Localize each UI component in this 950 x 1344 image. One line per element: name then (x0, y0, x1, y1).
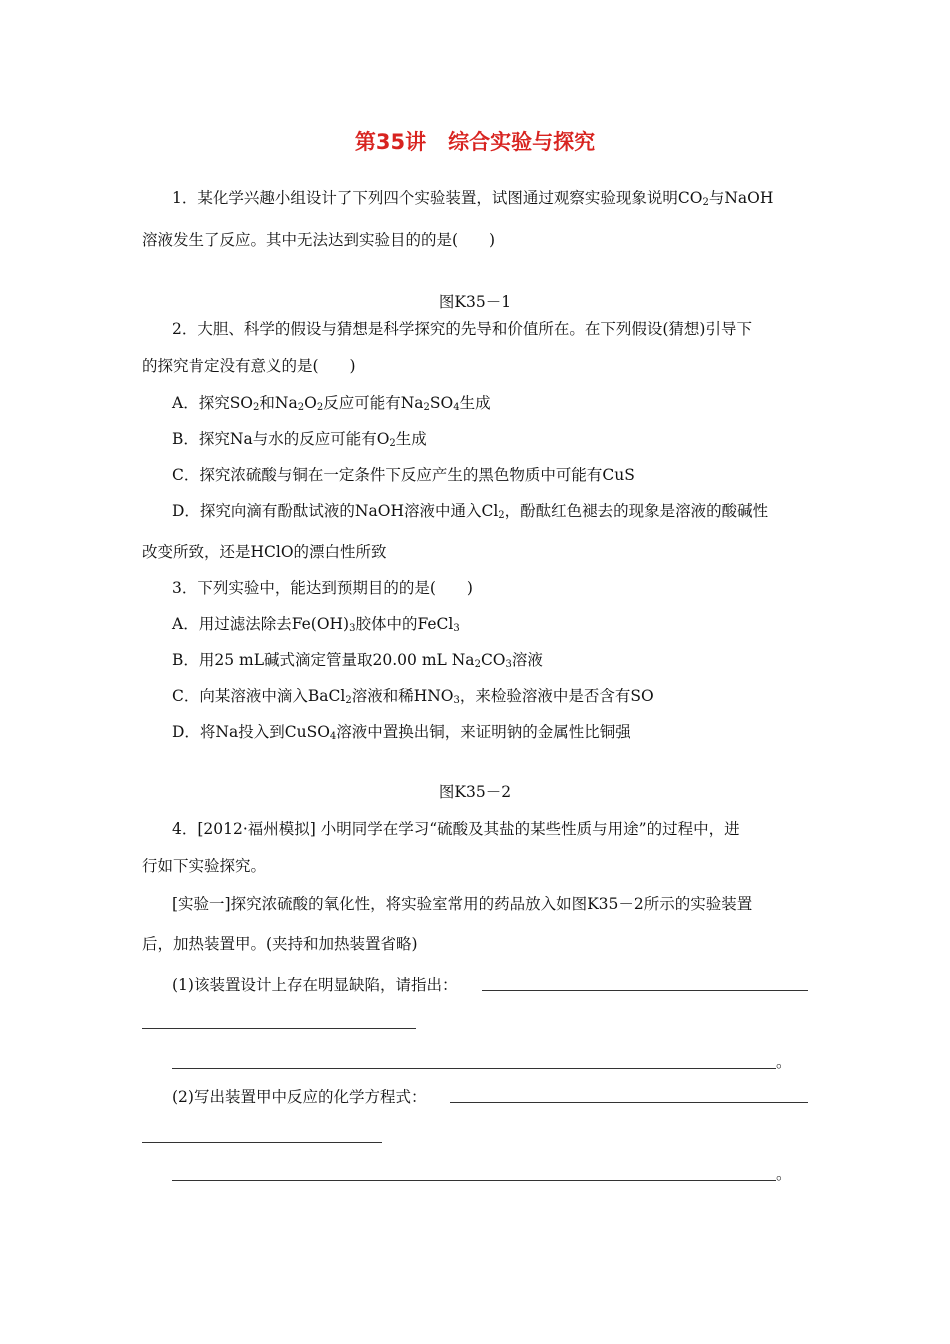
sub-question-1: (1)该装置设计上存在明显缺陷，请指出： (172, 976, 458, 994)
question-3-option-c: C．向某溶液中滴入BaCl$_2$溶液和稀$HNO_3$，来检验溶液中是否含有SO (172, 687, 654, 706)
question-1-line-1: 1．某化学兴趣小组设计了下列四个实验装置，试图通过观察实验现象说明$CO_2$与NaOH (172, 189, 774, 208)
question-3-stem: 3．下列实验中，能达到预期目的的是( ) (172, 579, 473, 597)
question-3-option-b: B．用25 mL碱式滴定管量取20.00 mL $Na_2CO_3$溶液 (172, 651, 543, 670)
question-2-option-c: C．探究浓硫酸与铜在一定条件下反应产生的黑色物质中可能有CuS (172, 466, 635, 484)
experiment-1-line-2: 后，加热装置甲。(夹持和加热装置省略) (142, 935, 418, 953)
question-2-option-b: B．探究Na与水的反应可能有$O_2$生成 (172, 430, 427, 449)
lecture-topic: 综合实验与探究 (448, 130, 596, 154)
question-4-line-2: 行如下实验探究。 (142, 857, 267, 875)
question-4-line-1: 4．[2012·福州模拟] 小明同学在学习“硫酸及其盐的某些性质与用途”的过程中，进 (172, 820, 740, 838)
figure-caption-k35-2: 图K35－2 (438, 783, 512, 801)
experiment-1-line-1: [实验一]探究浓硫酸的氧化性，将实验室常用的药品放入如图K35－2所示的实验装置 (172, 895, 753, 913)
question-2-option-d-line-2: 改变所致，还是HClO的漂白性所致 (142, 543, 387, 561)
question-1-line-2: 溶液发生了反应。其中无法达到实验目的的是( ) (142, 231, 496, 249)
answer-1-period: 。 (776, 1053, 792, 1071)
answer-blank-2c[interactable] (172, 1180, 776, 1181)
answer-2-period: 。 (776, 1165, 792, 1183)
question-2-option-d-line-1: D．探究向滴有酚酞试液的NaOH溶液中通入$Cl_2$，酚酞红色褪去的现象是溶液的酸碱性 (172, 502, 769, 521)
sub-question-2: (2)写出装置甲中反应的化学方程式： (172, 1088, 427, 1106)
answer-blank-1b[interactable] (142, 1028, 416, 1029)
question-3-option-d: D．将Na投入到CuSO$_4$溶液中置换出铜，来证明钠的金属性比铜强 (172, 723, 631, 742)
answer-blank-1a[interactable] (482, 990, 808, 991)
answer-blank-2a[interactable] (450, 1102, 808, 1103)
question-2-line-2: 的探究肯定没有意义的是( ) (142, 357, 356, 375)
figure-caption-k35-1: 图K35－1 (438, 293, 512, 311)
answer-blank-2b[interactable] (142, 1142, 382, 1143)
question-3-option-a: A．用过滤法除去$Fe(OH)_3$胶体中的FeCl$_3$ (172, 615, 460, 634)
page-title (0, 126, 950, 156)
lecture-number: 第35讲 (354, 130, 427, 154)
answer-blank-1c[interactable] (172, 1068, 776, 1069)
question-2-line-1: 2．大胆、科学的假设与猜想是科学探究的先导和价值所在。在下列假设(猜想)引导下 (172, 320, 752, 338)
question-2-option-a: A．探究$SO_2$和$Na_2O_2$反应可能有$Na_2SO_4$生成 (172, 394, 491, 413)
